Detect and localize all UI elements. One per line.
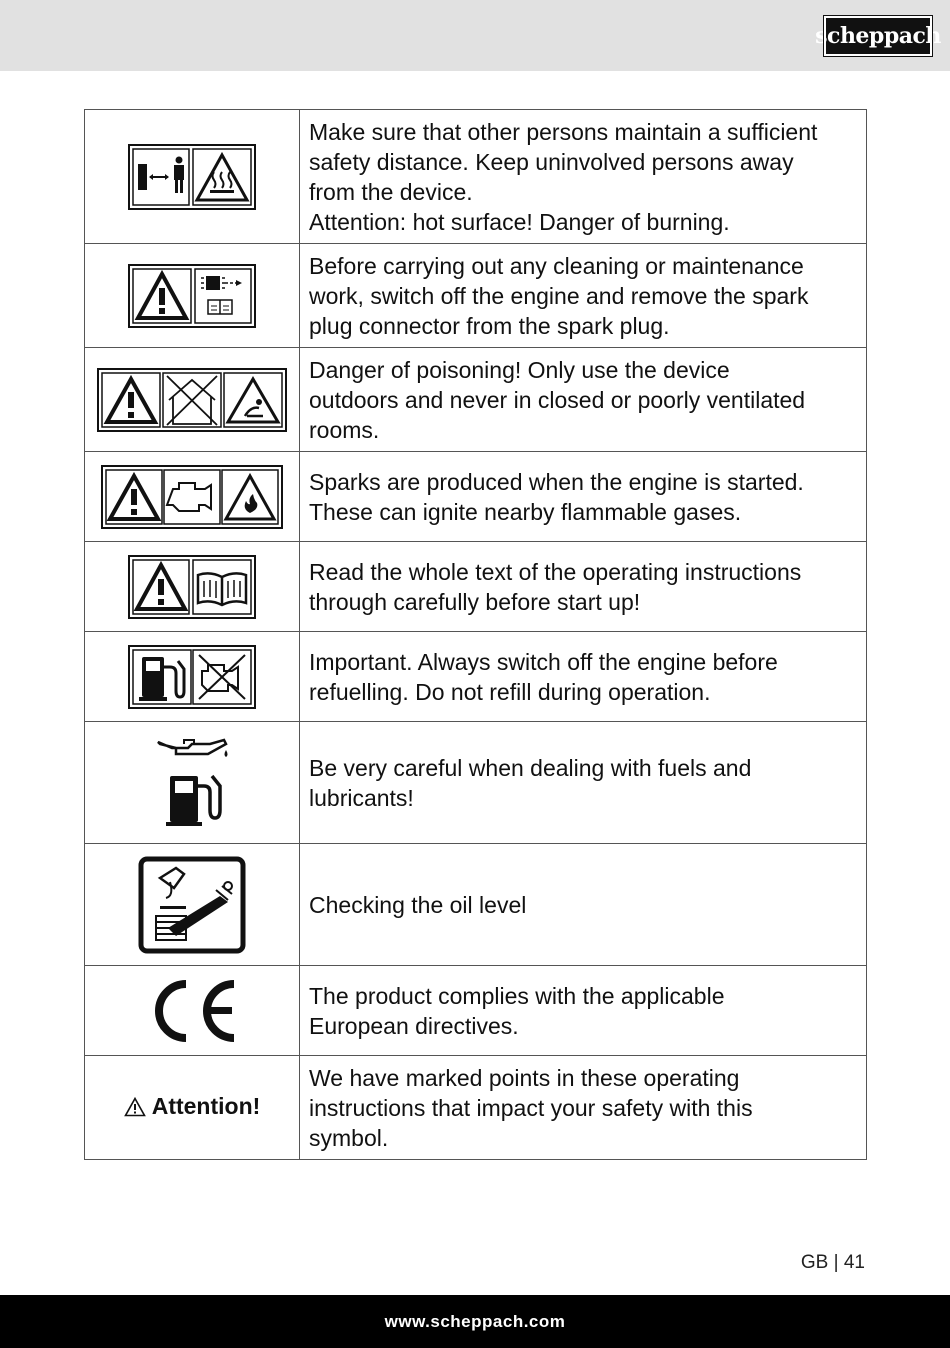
row-text: Before carrying out any cleaning or maintenance work, switch off the engine and remove the spark plug connector from the spark plug. bbox=[309, 252, 809, 339]
brand-logo: scheppach bbox=[824, 16, 932, 56]
poisoning-ventilation-icon bbox=[97, 368, 287, 432]
oil-and-fuel-icon bbox=[154, 736, 230, 830]
table-row bbox=[85, 966, 867, 1056]
attention-text: Attention! bbox=[151, 1093, 261, 1120]
distance-and-hot-surface-icon bbox=[128, 144, 256, 210]
safety-symbols-table bbox=[84, 109, 867, 1160]
row-text: Be very careful when dealing with fuels and lubricants! bbox=[309, 754, 752, 811]
table-row bbox=[85, 844, 867, 966]
ce-mark-icon bbox=[146, 978, 238, 1044]
table-row bbox=[85, 632, 867, 722]
footer-bar bbox=[0, 1295, 950, 1348]
top-bar bbox=[0, 0, 950, 71]
page-number: GB | 41 bbox=[800, 1252, 865, 1273]
refuel-engine-off-icon bbox=[128, 645, 256, 709]
row-text: Danger of poisoning! Only use the device outdoors and never in closed or poorly ventilated rooms. bbox=[309, 356, 806, 443]
row-text: Checking the oil level bbox=[309, 891, 527, 918]
table-row bbox=[85, 1056, 867, 1160]
table-row bbox=[85, 348, 867, 452]
warning-triangle-icon bbox=[124, 1097, 146, 1117]
table-row bbox=[85, 722, 867, 844]
table-row bbox=[85, 452, 867, 542]
engine-sparks-fire-icon bbox=[101, 465, 283, 529]
footer-url: www.scheppach.com bbox=[384, 1311, 566, 1331]
read-manual-icon bbox=[128, 555, 256, 619]
row-text: We have marked points in these operating instructions that impact your safety with this symbol. bbox=[309, 1064, 753, 1151]
table-row bbox=[85, 542, 867, 632]
oil-level-check-icon bbox=[138, 856, 246, 954]
row-text: Sparks are produced when the engine is started. These can ignite nearby flammable gases. bbox=[309, 468, 804, 525]
table-row bbox=[85, 110, 867, 244]
row-text: Important. Always switch off the engine before refuelling. Do not refill during operation. bbox=[309, 648, 778, 705]
table-row bbox=[85, 244, 867, 348]
spark-plug-maintenance-icon bbox=[128, 264, 256, 328]
row-text: Make sure that other persons maintain a sufficient safety distance. Keep uninvolved persons away from the device. Attention: hot surface! Danger of burning. bbox=[309, 118, 818, 235]
row-text: The product complies with the applicable European directives. bbox=[309, 982, 725, 1039]
attention-label bbox=[124, 1093, 261, 1120]
row-text: Read the whole text of the operating instructions through carefully before start up! bbox=[309, 558, 802, 615]
